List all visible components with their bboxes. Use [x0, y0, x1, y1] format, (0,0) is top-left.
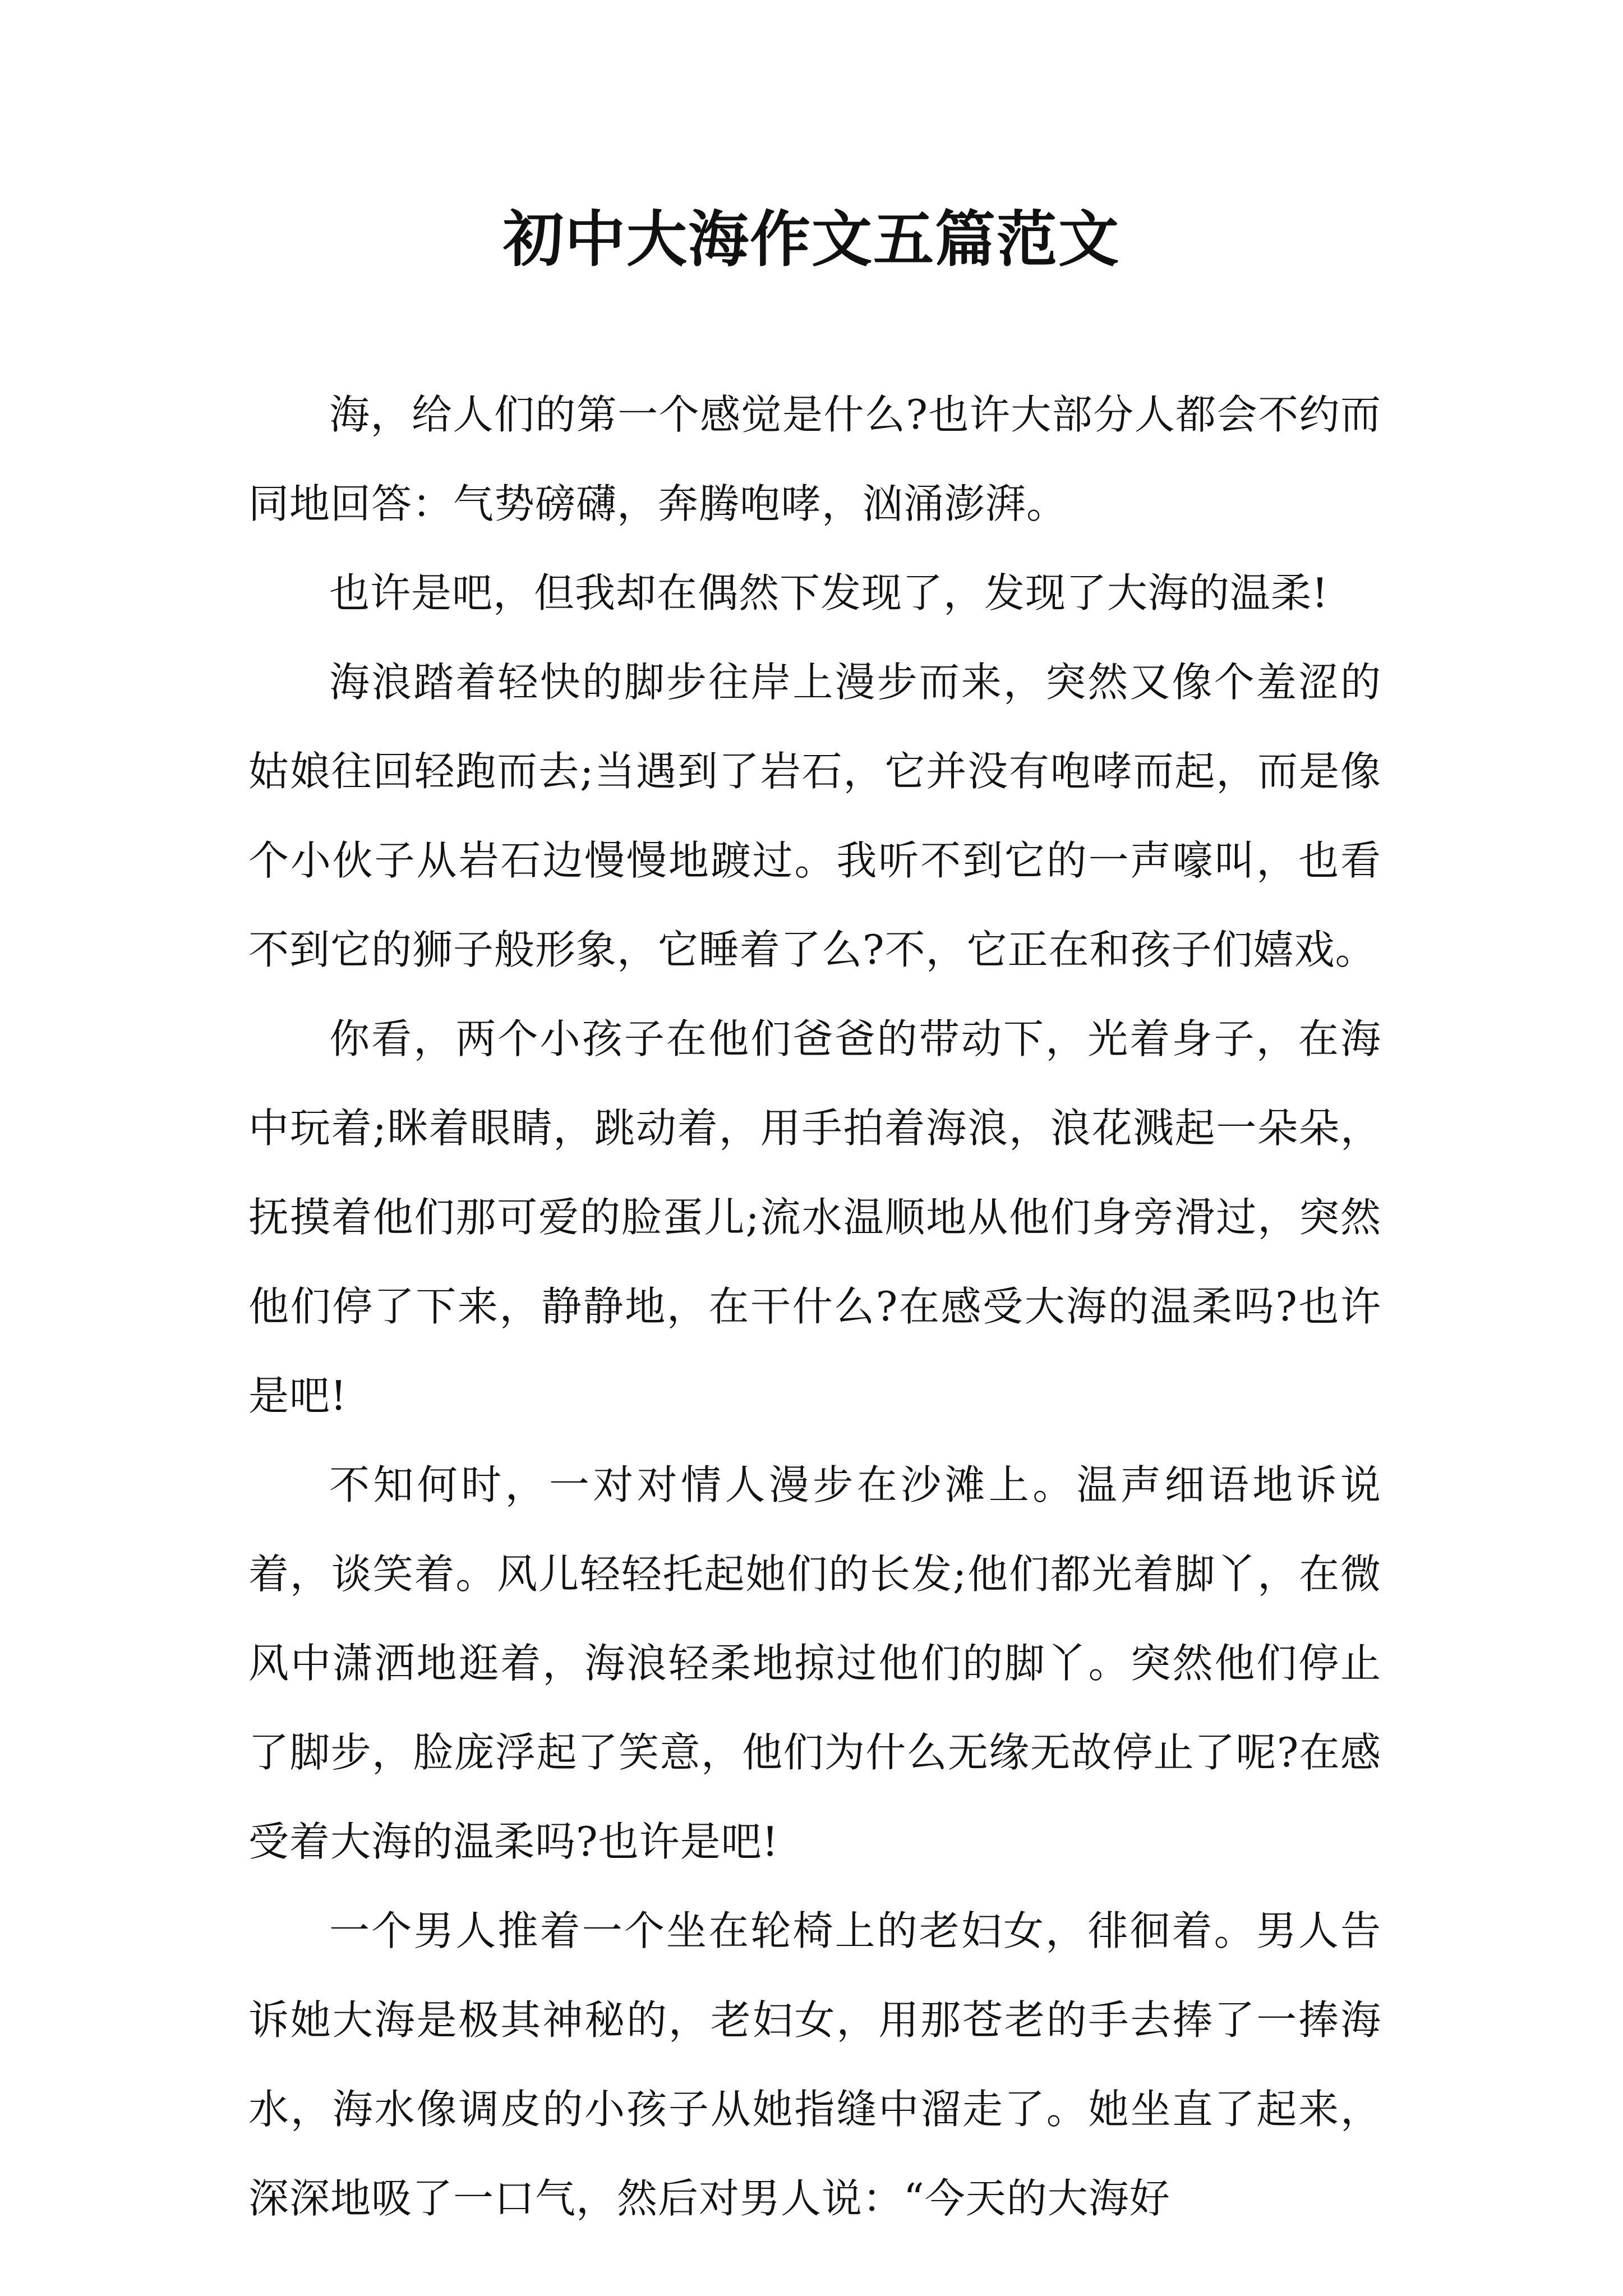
- paragraph: 海浪踏着轻快的脚步往岸上漫步而来，突然又像个羞涩的姑娘往回轻跑而去;当遇到了岩石，它并没有咆哮而起，而是像个小伙子从岩石边慢慢地踱过。我听不到它的一声嚎叫，也看不到它的狮子般形象，它睡着了么?不，它正在和孩子们嬉戏。: [248, 659, 1381, 973]
- document-body: [248, 370, 1381, 2243]
- paragraph: 你看，两个小孩子在他们爸爸的带动下，光着身子，在海中玩着;眯着眼睛，跳动着，用手拍着海浪，浪花溅起一朵朵，抚摸着他们那可爱的脸蛋儿;流水温顺地从他们身旁滑过，突然他们停了下来，静静地，在干什么?在感受大海的温柔吗?也许是吧!: [248, 1015, 1381, 1419]
- paragraph: 一个男人推着一个坐在轮椅上的老妇女，徘徊着。男人告诉她大海是极其神秘的，老妇女，用那苍老的手去捧了一捧海水，海水像调皮的小孩子从她指缝中溜走了。她坐直了起来，深深地吸了一口气，然后对男人说：“今天的大海好: [248, 1907, 1381, 2222]
- document-title: 初中大海作文五篇范文: [502, 204, 1120, 275]
- paragraph: 也许是吧，但我却在偶然下发现了，发现了大海的温柔!: [329, 569, 1329, 616]
- paragraph: 海，给人们的第一个感觉是什么?也许大部分人都会不约而同地回答：气势磅礴，奔腾咆哮，汹涌澎湃。: [248, 391, 1381, 527]
- paragraph: 不知何时，一对对情人漫步在沙滩上。温声细语地诉说着，谈笑着。风儿轻轻托起她们的长发;他们都光着脚丫，在微风中潇洒地逛着，海浪轻柔地掠过他们的脚丫。突然他们停止了脚步，脸庞浮起了笑意，他们为什么无缘无故停止了呢?在感受着大海的温柔吗?也许是吧!: [248, 1461, 1381, 1865]
